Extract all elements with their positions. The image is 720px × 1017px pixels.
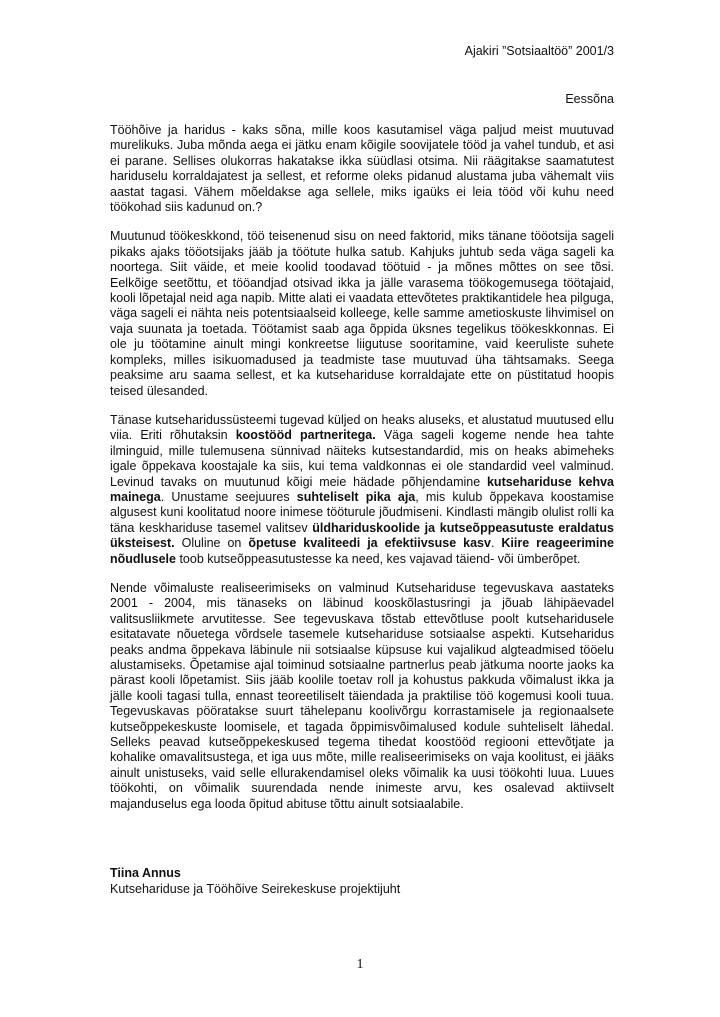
author-block (110, 865, 614, 897)
paragraph-text: . (490, 536, 502, 551)
paragraph (110, 581, 614, 812)
paragraph-text: toob kutseõppeasutustesse ka need, kes vajavad täiend- või ümberõpet. (175, 551, 581, 566)
bold-text: õpetuse kvaliteedi ja efektiivsuse kasv (248, 536, 491, 551)
author-name: Tiina Annus (110, 866, 181, 880)
paragraph (110, 229, 614, 398)
section-title: Eessõna (565, 92, 614, 106)
paragraph-text: , mis kulub õppekava koostamise algusest kuni koolitatud noore inimese tööturule jõudmiseni. Kindlasti mängib olulist rolli ka täna keskhariduse tasemel valitsev (110, 489, 615, 535)
bold-text: kutsehariduse kehva mainega (110, 474, 614, 504)
paragraph (110, 123, 614, 215)
bold-text: koostööd partneritega. (235, 428, 376, 443)
journal-header: Ajakiri ”Sotsiaaltöö” 2001/3 (464, 44, 614, 58)
paragraph (110, 413, 614, 567)
paragraph-text: Väga sageli kogeme nende hea tahte ilminguid, mille tulemusena sünnivad näiteks kutsestandardid, mis on heaks abimeheks igale õppekava koostajale ka siis, kui tema valdkonnas ei ole standardid veel valminud. Levinud tavaks on muutunud kõigi meie hädade põhjendamine (110, 428, 614, 489)
bold-text: Kiire reageerimine nõudlusele (110, 536, 614, 566)
paragraph-text: Tööhõive ja haridus - kaks sõna, mille koos kasutamisel väga paljud meist muutuvad murelikuks. Juba mõnda aega ei jätku enam kõigile soovijatele tööd ja vahel tundub, et asi ei parane. Sellises olukorras hakatakse ikka süüdlasi otsima. Nii räägitakse saamatutest hariduselu korraldajatest ja sellest, et reforme oleks pidanud alustama juba vähemalt viis aastat tagasi. Vähem mõeldakse aga sellele, miks igaüks ei leia tööd või kuhu need töökohad siis kadunud on.? (110, 123, 614, 215)
paragraph-text: Oluline on (174, 536, 249, 551)
paragraph-text: . Unustame seejuures (160, 489, 297, 504)
author-position: Kutsehariduse ja Tööhõive Seirekeskuse projektijuht (110, 882, 401, 896)
paragraph-text: Tänase kutseharidussüsteemi tugevad küljed on heaks aluseks, et alustatud muutused ellu viia. Eriti rõhutaksin (110, 412, 614, 443)
paragraph-text: Nende võimaluste realiseerimiseks on valminud Kutsehariduse tegevuskava aastateks 2001 - 2004, mis tänaseks on läbinud kooskõlastusringi ja jõuab lähipäevadel valitsusliikmete arvutitesse. See tegevuskava tõstab ettevõtluse poolt kutseharidusele esitatavate nõuetega võrdsele tasemele kutsehariduse sotsiaalse aspekti. Kutseharidus peaks andma õppekava läbinule nii sotsiaalse küpsuse kui vajalikud algteadmised tööelu alustamiseks. Õpetamise ajal toiminud sotsiaalne partnerlus peab jätkuma noorte jaoks ka pärast kooli lõpetamist. Siis jääb koolile toetav roll ja kohustus pakkuda võimalust ikka ja jälle kooli tagasi tulla, ennast teoreetiliselt täiendada ja praktilise töö kogemusi kooli tuua. Tegevuskavas pööratakse suurt tähelepanu koolivõrgu korrastamisele ja regionaalsete kutseõppekeskuste loomisele, et tagada õppimisvõimalused kodule suhteliselt lähedal. Selleks peavad kutseõppekeskused tegema tihedat koostööd regiooni ettevõtjate ja kohalike omavalitsustega, et iga uus mõte, mille realiseerimiseks on vaja koolitust, ei jääks ainult unistuseks, vaid selle ellurakendamisel oleks võimalik ka uusi töökohti luua. Luues töökohti, on võimalik suurendada nende inimeste arvu, kes osalevad aktiivselt majanduselus ega looda õpitud abituse tõttu ainult sotsiaalabile. (110, 580, 614, 811)
body-text (110, 123, 614, 826)
bold-text: üldhariduskoolide ja kutseõppeasutuste eraldatus üksteisest. (110, 520, 614, 551)
paragraph-text: Muutunud töökeskkond, töö teisenenud sisu on need faktorid, miks tänane tööotsija sageli pikaks ajaks tööotsijaks jääb ja töötute hulka satub. Kahjuks juhtub seda väga sageli ka noortega. Siit väide, et meie koolid toodavad töötuid - ja mõnes mõttes on see tõsi. Eelkõige seetõttu, et tööandjad otsivad ikka ja jälle varasema töökogemusega töötajaid, kooli lõpetajal neid aga napib. Mitte alati ei vaadata ettevõtetes praktikantidele hea pilguga, väga sageli ei nähta neis potentsiaalseid kolleege, kelle samme ametioskuste lihvimisel on vaja suunata ja toetada. Töötamist saab aga õppida üksnes tegelikus töökeskkonnas. Ei ole ju töötamine ainult mingi konkreetse liigutuse sooritamine, vaid keeruliste suhete kompleks, milles isikuomadused ja teadmiste tase muutuvad üha tähtsamaks. Seega peaksime aru saama sellest, et ka kutsehariduse korraldajate ette on püstitatud hoopis teised ülesanded. (110, 229, 614, 398)
bold-text: suhteliselt pika aja (296, 489, 416, 504)
page-number: 1 (356, 957, 364, 972)
